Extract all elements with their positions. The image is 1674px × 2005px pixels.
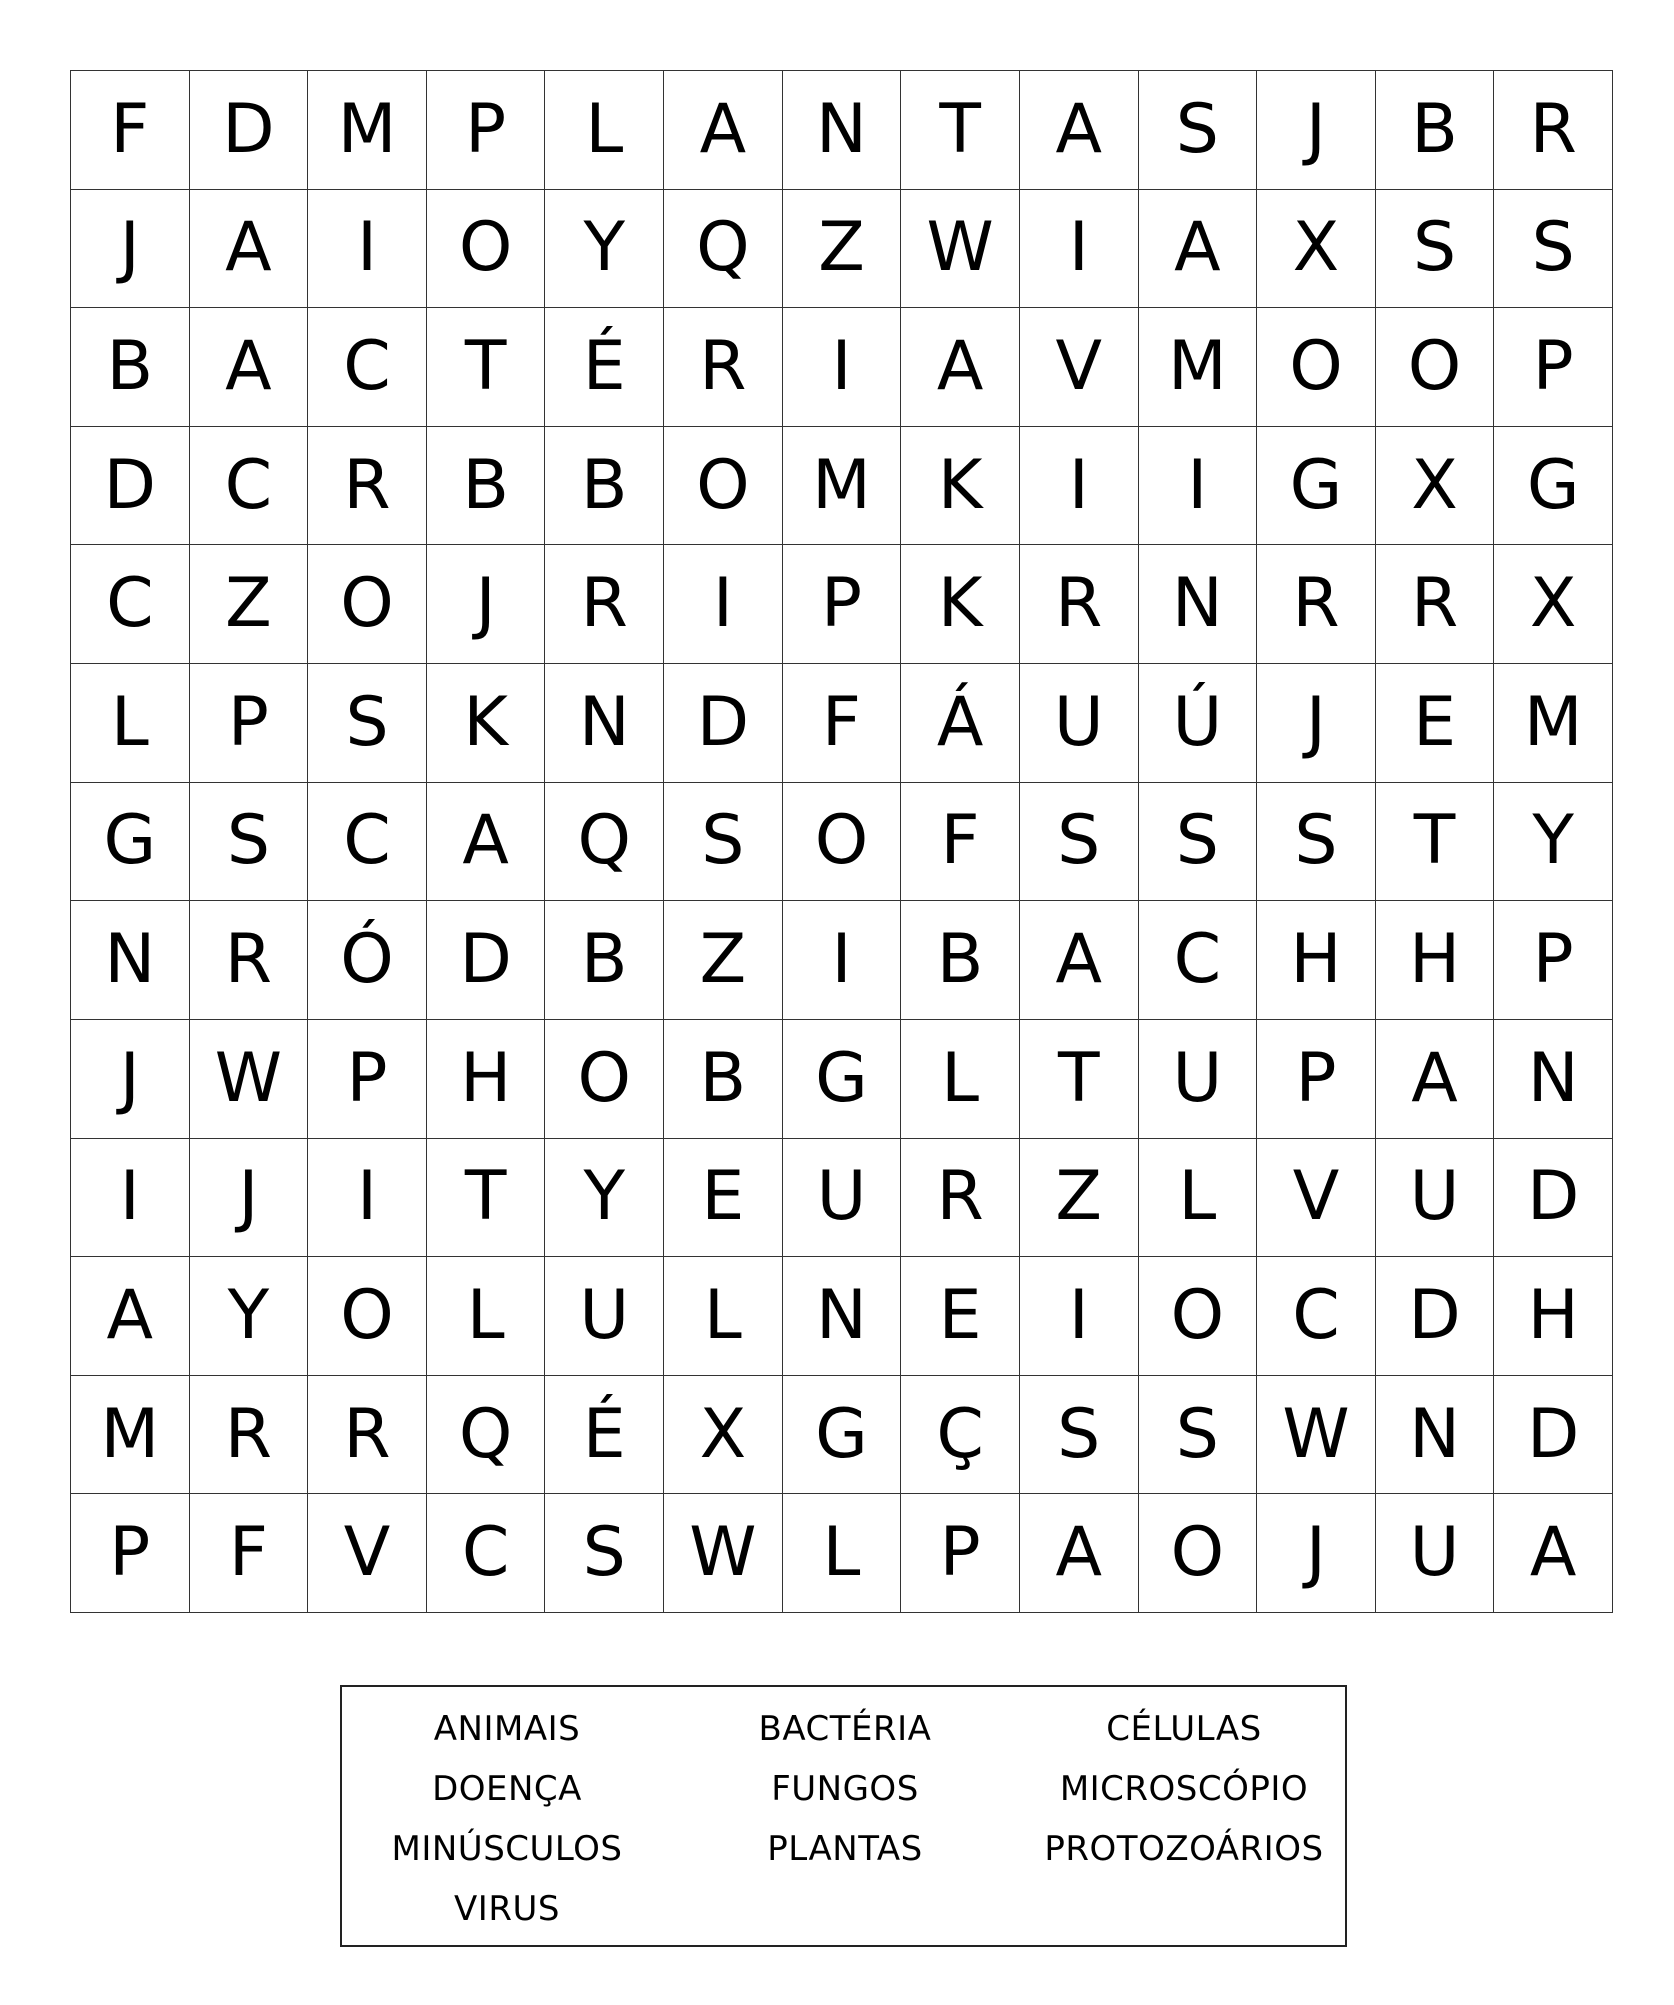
- grid-cell[interactable]: A: [427, 783, 546, 902]
- grid-cell[interactable]: L: [783, 1494, 902, 1613]
- grid-cell[interactable]: Y: [545, 1139, 664, 1258]
- grid-cell[interactable]: P: [1494, 308, 1613, 427]
- word-list-item: BACTÉRIA: [758, 1709, 932, 1749]
- grid-cell[interactable]: Z: [190, 545, 309, 664]
- grid-cell[interactable]: Ú: [1139, 664, 1258, 783]
- grid-cell[interactable]: H: [1257, 901, 1376, 1020]
- grid-cell[interactable]: U: [1376, 1139, 1495, 1258]
- grid-cell[interactable]: F: [783, 664, 902, 783]
- grid-cell[interactable]: X: [1257, 190, 1376, 309]
- grid-cell[interactable]: P: [308, 1020, 427, 1139]
- grid-cell[interactable]: O: [308, 545, 427, 664]
- grid-cell[interactable]: N: [545, 664, 664, 783]
- grid-cell[interactable]: I: [1020, 427, 1139, 546]
- grid-cell[interactable]: P: [71, 1494, 190, 1613]
- grid-cell[interactable]: Ç: [901, 1376, 1020, 1495]
- grid-cell[interactable]: L: [901, 1020, 1020, 1139]
- word-list-item: MINÚSCULOS: [391, 1829, 623, 1869]
- grid-cell[interactable]: G: [1494, 427, 1613, 546]
- grid-cell[interactable]: I: [308, 190, 427, 309]
- grid-cell[interactable]: P: [427, 71, 546, 190]
- grid-cell[interactable]: K: [901, 427, 1020, 546]
- grid-cell[interactable]: W: [1257, 1376, 1376, 1495]
- grid-cell[interactable]: S: [664, 783, 783, 902]
- grid-cell[interactable]: É: [545, 308, 664, 427]
- grid-cell[interactable]: T: [427, 1139, 546, 1258]
- word-list-item: VIRUS: [454, 1889, 560, 1929]
- grid-cell[interactable]: U: [545, 1257, 664, 1376]
- grid-cell[interactable]: H: [427, 1020, 546, 1139]
- grid-cell[interactable]: É: [545, 1376, 664, 1495]
- grid-cell[interactable]: R: [190, 1376, 309, 1495]
- grid-cell[interactable]: S: [1494, 190, 1613, 309]
- grid-cell[interactable]: W: [190, 1020, 309, 1139]
- grid-cell[interactable]: A: [1020, 71, 1139, 190]
- grid-cell[interactable]: R: [308, 427, 427, 546]
- grid-cell[interactable]: V: [1257, 1139, 1376, 1258]
- grid-cell[interactable]: U: [1376, 1494, 1495, 1613]
- grid-cell[interactable]: Ó: [308, 901, 427, 1020]
- grid-cell[interactable]: B: [664, 1020, 783, 1139]
- grid-cell[interactable]: A: [71, 1257, 190, 1376]
- word-list-box: [340, 1685, 1347, 1947]
- grid-cell[interactable]: K: [427, 664, 546, 783]
- grid-cell[interactable]: D: [1494, 1139, 1613, 1258]
- grid-cell[interactable]: R: [664, 308, 783, 427]
- grid-cell[interactable]: C: [308, 783, 427, 902]
- grid-cell[interactable]: O: [1257, 308, 1376, 427]
- grid-cell[interactable]: D: [664, 664, 783, 783]
- grid-cell[interactable]: B: [1376, 71, 1495, 190]
- grid-cell[interactable]: Z: [783, 190, 902, 309]
- grid-cell[interactable]: J: [1257, 664, 1376, 783]
- word-list-item: DOENÇA: [432, 1769, 582, 1809]
- grid-cell[interactable]: R: [545, 545, 664, 664]
- grid-cell[interactable]: I: [308, 1139, 427, 1258]
- grid-cell[interactable]: M: [71, 1376, 190, 1495]
- grid-cell[interactable]: X: [1494, 545, 1613, 664]
- grid-cell[interactable]: U: [783, 1139, 902, 1258]
- grid-cell[interactable]: P: [1257, 1020, 1376, 1139]
- grid-cell[interactable]: Q: [545, 783, 664, 902]
- grid-cell[interactable]: F: [901, 783, 1020, 902]
- grid-cell[interactable]: Q: [664, 190, 783, 309]
- grid-cell[interactable]: D: [71, 427, 190, 546]
- grid-cell[interactable]: S: [1376, 190, 1495, 309]
- grid-cell[interactable]: A: [1494, 1494, 1613, 1613]
- grid-cell[interactable]: X: [664, 1376, 783, 1495]
- grid-cell[interactable]: S: [308, 664, 427, 783]
- grid-cell[interactable]: Y: [190, 1257, 309, 1376]
- grid-cell[interactable]: L: [664, 1257, 783, 1376]
- grid-cell[interactable]: I: [71, 1139, 190, 1258]
- grid-cell[interactable]: J: [190, 1139, 309, 1258]
- word-list-item: PROTOZOÁRIOS: [1044, 1829, 1324, 1869]
- grid-cell[interactable]: R: [1494, 71, 1613, 190]
- grid-cell[interactable]: W: [664, 1494, 783, 1613]
- word-list-item: MICROSCÓPIO: [1059, 1769, 1309, 1809]
- grid-cell[interactable]: P: [783, 545, 902, 664]
- grid-cell[interactable]: L: [545, 71, 664, 190]
- grid-cell[interactable]: G: [783, 1376, 902, 1495]
- grid-cell[interactable]: B: [427, 427, 546, 546]
- grid-cell[interactable]: O: [1376, 308, 1495, 427]
- grid-cell[interactable]: Z: [664, 901, 783, 1020]
- grid-cell[interactable]: E: [664, 1139, 783, 1258]
- grid-cell[interactable]: R: [190, 901, 309, 1020]
- grid-cell[interactable]: A: [1020, 901, 1139, 1020]
- grid-cell[interactable]: S: [1020, 1376, 1139, 1495]
- grid-cell[interactable]: C: [308, 308, 427, 427]
- grid-cell[interactable]: Y: [1494, 783, 1613, 902]
- grid-cell[interactable]: R: [1376, 545, 1495, 664]
- grid-cell[interactable]: N: [1139, 545, 1258, 664]
- grid-cell[interactable]: N: [1376, 1376, 1495, 1495]
- grid-cell[interactable]: L: [1139, 1139, 1258, 1258]
- grid-cell[interactable]: B: [901, 901, 1020, 1020]
- grid-cell[interactable]: N: [1494, 1020, 1613, 1139]
- grid-cell[interactable]: O: [664, 427, 783, 546]
- grid-cell[interactable]: D: [1376, 1257, 1495, 1376]
- grid-cell[interactable]: W: [901, 190, 1020, 309]
- grid-cell[interactable]: F: [71, 71, 190, 190]
- grid-cell[interactable]: I: [664, 545, 783, 664]
- word-list-item: CÉLULAS: [1106, 1709, 1262, 1749]
- grid-cell[interactable]: O: [1139, 1494, 1258, 1613]
- grid-cell[interactable]: P: [190, 664, 309, 783]
- grid-cell[interactable]: J: [427, 545, 546, 664]
- grid-cell[interactable]: J: [1257, 71, 1376, 190]
- grid-cell[interactable]: V: [308, 1494, 427, 1613]
- grid-cell[interactable]: A: [664, 71, 783, 190]
- grid-cell[interactable]: S: [1020, 783, 1139, 902]
- grid-cell[interactable]: Z: [1020, 1139, 1139, 1258]
- grid-cell[interactable]: T: [1020, 1020, 1139, 1139]
- grid-cell[interactable]: R: [901, 1139, 1020, 1258]
- grid-cell[interactable]: C: [427, 1494, 546, 1613]
- grid-cell[interactable]: S: [1139, 71, 1258, 190]
- grid-cell[interactable]: S: [1139, 783, 1258, 902]
- grid-cell[interactable]: I: [1020, 190, 1139, 309]
- grid-cell[interactable]: R: [308, 1376, 427, 1495]
- grid-cell[interactable]: S: [190, 783, 309, 902]
- grid-cell[interactable]: O: [427, 190, 546, 309]
- grid-cell[interactable]: I: [1020, 1257, 1139, 1376]
- grid-cell[interactable]: D: [190, 71, 309, 190]
- grid-cell[interactable]: B: [545, 901, 664, 1020]
- grid-cell[interactable]: S: [1257, 783, 1376, 902]
- grid-cell[interactable]: A: [1376, 1020, 1495, 1139]
- word-list-item: ANIMAIS: [433, 1709, 581, 1749]
- grid-cell[interactable]: M: [1139, 308, 1258, 427]
- grid-cell[interactable]: L: [427, 1257, 546, 1376]
- grid-cell[interactable]: O: [545, 1020, 664, 1139]
- grid-cell[interactable]: M: [1494, 664, 1613, 783]
- grid-cell[interactable]: J: [71, 190, 190, 309]
- grid-cell[interactable]: U: [1139, 1020, 1258, 1139]
- grid-cell[interactable]: C: [1257, 1257, 1376, 1376]
- grid-cell[interactable]: T: [427, 308, 546, 427]
- grid-cell[interactable]: I: [783, 901, 902, 1020]
- grid-cell[interactable]: G: [71, 783, 190, 902]
- grid-cell[interactable]: F: [190, 1494, 309, 1613]
- grid-cell[interactable]: R: [1020, 545, 1139, 664]
- grid-cell[interactable]: T: [901, 71, 1020, 190]
- word-search-grid: [70, 70, 1613, 1613]
- grid-cell[interactable]: C: [1139, 901, 1258, 1020]
- grid-cell[interactable]: T: [1376, 783, 1495, 902]
- grid-cell[interactable]: V: [1020, 308, 1139, 427]
- grid-cell[interactable]: A: [1139, 190, 1258, 309]
- grid-cell[interactable]: M: [308, 71, 427, 190]
- grid-cell[interactable]: Y: [545, 190, 664, 309]
- grid-cell[interactable]: A: [1020, 1494, 1139, 1613]
- word-list-item: FUNGOS: [771, 1769, 919, 1809]
- grid-cell[interactable]: Q: [427, 1376, 546, 1495]
- grid-cell[interactable]: A: [190, 190, 309, 309]
- grid-cell[interactable]: X: [1376, 427, 1495, 546]
- grid-cell[interactable]: I: [783, 308, 902, 427]
- grid-cell[interactable]: N: [783, 71, 902, 190]
- grid-cell[interactable]: O: [308, 1257, 427, 1376]
- grid-cell[interactable]: R: [1257, 545, 1376, 664]
- grid-cell[interactable]: J: [1257, 1494, 1376, 1613]
- grid-cell[interactable]: B: [71, 308, 190, 427]
- grid-cell[interactable]: P: [1494, 901, 1613, 1020]
- grid-cell[interactable]: D: [427, 901, 546, 1020]
- grid-cell[interactable]: O: [1139, 1257, 1258, 1376]
- grid-cell[interactable]: I: [1139, 427, 1258, 546]
- grid-cell[interactable]: M: [783, 427, 902, 546]
- grid-cell[interactable]: C: [190, 427, 309, 546]
- word-list-item: PLANTAS: [767, 1829, 923, 1869]
- grid-cell[interactable]: K: [901, 545, 1020, 664]
- grid-cell[interactable]: L: [71, 664, 190, 783]
- grid-cell[interactable]: S: [545, 1494, 664, 1613]
- grid-cell[interactable]: N: [783, 1257, 902, 1376]
- grid-cell[interactable]: G: [1257, 427, 1376, 546]
- grid-cell[interactable]: Á: [901, 664, 1020, 783]
- grid-cell[interactable]: B: [545, 427, 664, 546]
- grid-cell[interactable]: N: [71, 901, 190, 1020]
- grid-cell[interactable]: E: [901, 1257, 1020, 1376]
- grid-cell[interactable]: H: [1494, 1257, 1613, 1376]
- grid-cell[interactable]: E: [1376, 664, 1495, 783]
- grid-cell[interactable]: J: [71, 1020, 190, 1139]
- grid-cell[interactable]: S: [1139, 1376, 1258, 1495]
- grid-cell[interactable]: H: [1376, 901, 1495, 1020]
- grid-cell[interactable]: U: [1020, 664, 1139, 783]
- grid-cell[interactable]: A: [901, 308, 1020, 427]
- grid-cell[interactable]: D: [1494, 1376, 1613, 1495]
- grid-cell[interactable]: O: [783, 783, 902, 902]
- grid-cell[interactable]: G: [783, 1020, 902, 1139]
- grid-cell[interactable]: A: [190, 308, 309, 427]
- grid-cell[interactable]: P: [901, 1494, 1020, 1613]
- grid-cell[interactable]: C: [71, 545, 190, 664]
